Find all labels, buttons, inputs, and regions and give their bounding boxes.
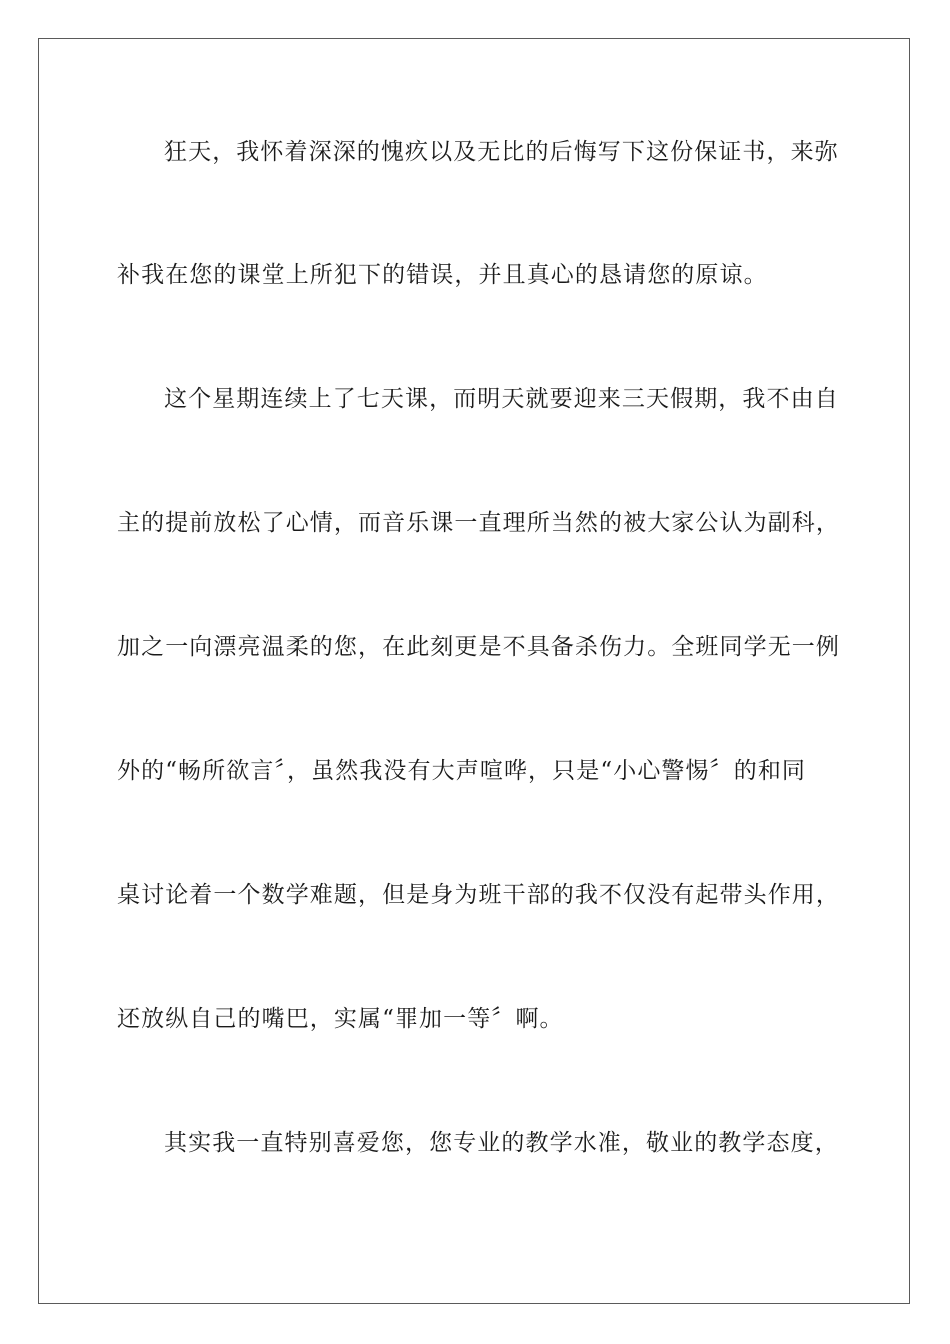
paragraph-3-line-1: 其实我一直特别喜爱您，您专业的教学水准，敬业的教学态度， bbox=[164, 1130, 839, 1156]
paragraph-2-line-2: 主的提前放松了心情，而音乐课一直理所当然的被大家公认为副科， bbox=[117, 510, 840, 536]
paragraph-2-line-5: 桌讨论着一个数学难题，但是身为班干部的我不仅没有起带头作用， bbox=[117, 882, 840, 908]
paragraph-2-line-6: 还放纵自己的嘴巴，实属“罪加一等〞啊。 bbox=[117, 1006, 564, 1032]
paragraph-1-line-2: 补我在您的课堂上所犯下的错误，并且真心的恳请您的原谅。 bbox=[117, 262, 768, 288]
paragraph-2-line-4: 外的“畅所欲言〞，虽然我没有大声喧哗，只是“小心警惕〞的和同 bbox=[117, 758, 807, 784]
paragraph-1-line-1: 狂天，我怀着深深的愧疚以及无比的后悔写下这份保证书，来弥 bbox=[164, 139, 839, 165]
page-border bbox=[38, 38, 910, 1304]
paragraph-2-line-1: 这个星期连续上了七天课，而明天就要迎来三天假期，我不由自 bbox=[164, 386, 839, 412]
paragraph-2-line-3: 加之一向漂亮温柔的您，在此刻更是不具备杀伤力。全班同学无一例 bbox=[117, 634, 840, 660]
